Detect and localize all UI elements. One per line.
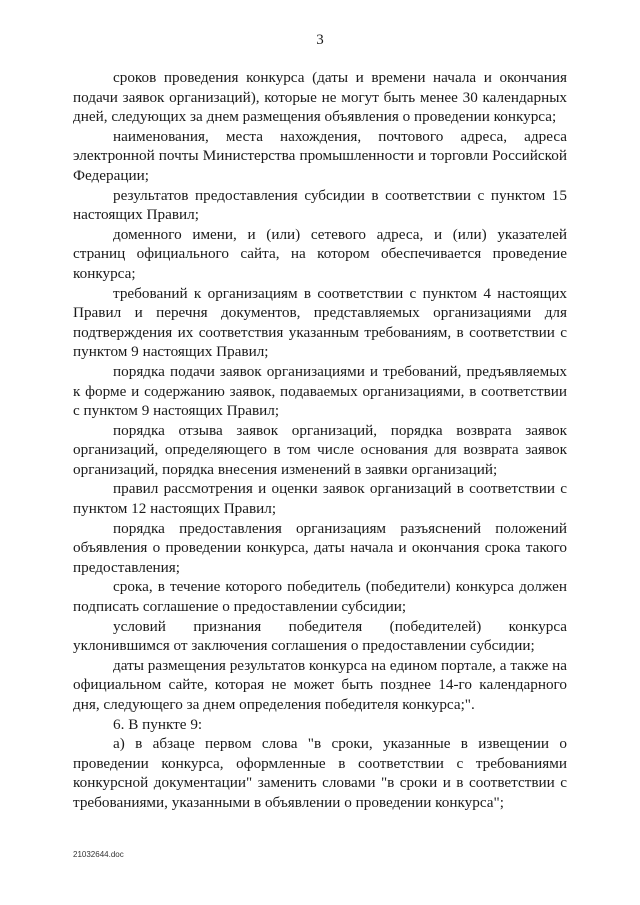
footer-document-code: 21032644.doc [73, 850, 124, 859]
paragraph: даты размещения результатов конкурса на едином портале, а также на официальном сайте, которая не может быть позднее 14-го календарного дня, следующего за днем определения победителя конкурса;". [73, 656, 567, 713]
paragraph: срока, в течение которого победитель (победители) конкурса должен подписать соглашение о предоставлении субсидии; [73, 578, 567, 616]
paragraph: 6. В пункте 9: [113, 715, 203, 733]
paragraph: правил рассмотрения и оценки заявок организаций в соответствии с пунктом 12 настоящих Правил; [73, 480, 567, 518]
paragraph: порядка предоставления организациям разъяснений положений объявления о проведении конкурса, даты начала и окончания срока такого предоставления; [73, 519, 567, 576]
paragraph: условий признания победителя (победителей) конкурса уклонившимся от заключения соглашения о предоставлении субсидии; [73, 617, 567, 655]
paragraph: требований к организациям в соответствии с пунктом 4 настоящих Правил и перечня документов, представляемых организациями для подтверждения их соответствия указанным требованиям, в соответствии с пунктом 9 настоящих Правил; [73, 284, 567, 361]
document-body [73, 68, 567, 813]
paragraph: порядка подачи заявок организациями и требований, предъявляемых к форме и содержанию заявок, подаваемых организациями, в соответствии с пунктом 9 настоящих Правил; [73, 362, 567, 420]
paragraph: сроков проведения конкурса (даты и времени начала и окончания подачи заявок организаций), которые не могут быть менее 30 календарных дней, следующих за днем размещения объявления о проведении конкурса; [73, 69, 567, 126]
paragraph: наименования, места нахождения, почтового адреса, адреса электронной почты Министерства промышленности и торговли Российской Федерации; [73, 127, 567, 184]
paragraph: а) в абзаце первом слова "в сроки, указанные в извещении о проведении конкурса, оформленные в соответствии с требованиями конкурсной документации" заменить словами "в сроки и в соответствии с требованиями, указанными в объявлении о проведении конкурса"; [73, 735, 567, 811]
paragraph: доменного имени, и (или) сетевого адреса, и (или) указателей страниц официального сайта, на котором обеспечивается проведение конкурса; [73, 225, 567, 282]
paragraph: порядка отзыва заявок организаций, порядка возврата заявок организаций, определяющего в том числе основания для возврата заявок организаций, порядка внесения изменений в заявки организаций; [73, 421, 567, 478]
page-number: 3 [316, 32, 324, 48]
paragraph: результатов предоставления субсидии в соответствии с пунктом 15 настоящих Правил; [73, 186, 567, 224]
